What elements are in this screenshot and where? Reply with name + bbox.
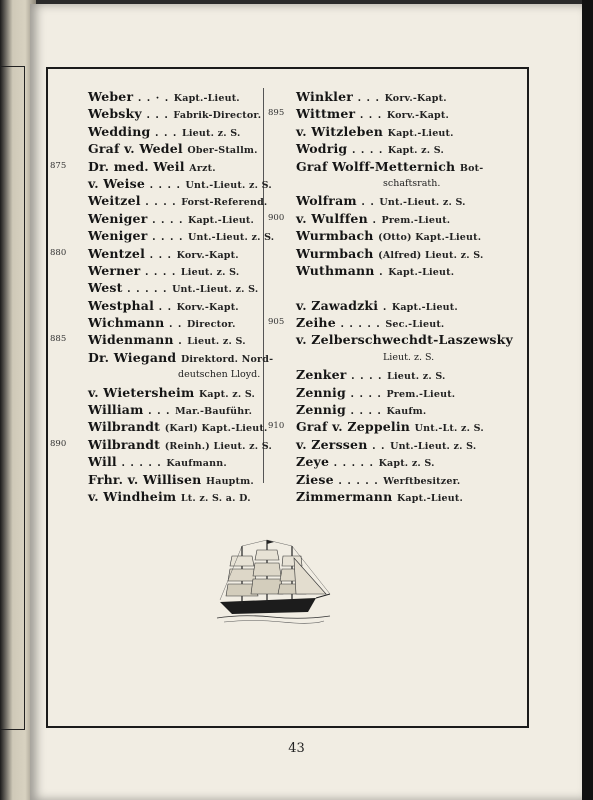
entry-leader-dots: . . . . (351, 145, 384, 157)
entry-title: Kapt.-Lieut. (173, 93, 240, 104)
list-item (50, 262, 260, 279)
entry-title: Unt.-Lieut. z. S. (188, 232, 275, 244)
list-item (268, 158, 526, 175)
list-item (268, 471, 526, 488)
entry-title: Kaufm. (386, 406, 427, 418)
entry-surname: Winkler (296, 89, 354, 104)
entry-surname: Wichmann (88, 315, 165, 331)
entry-leader-dots: . . . (359, 110, 383, 122)
entry-surname: Werner (88, 262, 141, 278)
entry-leader-dots: . (372, 214, 377, 226)
entry-title: Korv.-Kapt. (386, 110, 449, 122)
entry-surname: Graf v. Zeppelin (296, 419, 411, 435)
list-item (50, 314, 260, 331)
list-item (268, 314, 526, 331)
list-item (268, 88, 526, 105)
entry-title: (Otto) Kapt.-Lieut. (378, 232, 482, 244)
list-item (268, 245, 526, 262)
list-item (50, 401, 260, 418)
entry-leader-dots: . . . . (350, 388, 382, 400)
list-item (50, 245, 260, 262)
right-column (268, 88, 526, 505)
entry-title: (Alfred) Lieut. z. S. (378, 249, 484, 261)
entry-surname: Zimmermann (296, 488, 393, 504)
list-item (268, 331, 526, 348)
entry-title: Hauptm. (206, 475, 254, 487)
list-item-continuation (268, 349, 526, 366)
entry-leader-dots: . . . (155, 127, 178, 139)
entry-title: (Karl) Kapt.-Lieut. (164, 423, 268, 435)
entry-title: Arzt. (189, 162, 216, 174)
entry-title: Kapt. z. S. (387, 145, 444, 157)
entry-surname: West (88, 280, 123, 296)
entry-leader-dots: . (379, 266, 384, 278)
list-item (50, 453, 260, 470)
entry-surname: Wittmer (296, 106, 356, 122)
entry-title: Lieut. z. S. (181, 127, 241, 139)
entry-title: Kapt.-Lieut. (387, 127, 454, 139)
list-item (50, 488, 260, 505)
entry-title: Bot- (459, 162, 484, 174)
entry-title: Forst-Referend. (181, 197, 268, 209)
list-item (268, 192, 526, 209)
list-item (268, 384, 526, 401)
entry-surname: Ziese (296, 471, 334, 487)
list-item-continuation (268, 175, 526, 192)
entry-title: Kapt.-Lieut. (391, 301, 458, 313)
entry-surname: Zeye (296, 454, 330, 470)
right-background (582, 0, 593, 800)
entry-surname: Dr. Wiegand (88, 349, 177, 365)
entry-title: Prem.-Lieut. (381, 214, 451, 226)
list-item (268, 227, 526, 244)
entry-surname: Wentzel (88, 245, 146, 261)
list-item (50, 418, 268, 435)
left-page-frame (0, 66, 25, 730)
entry-title: Ober-Stallm. (187, 145, 258, 157)
list-item (50, 210, 260, 227)
list-item (50, 227, 275, 244)
entry-surname: v. Witzleben (296, 123, 384, 139)
list-item (268, 436, 526, 453)
entry-leader-dots: . . · . (137, 93, 170, 104)
list-item (50, 279, 260, 296)
list-item (268, 488, 526, 505)
entry-leader-dots: . . . . (152, 232, 184, 244)
entry-leader-dots: . . . . (152, 214, 184, 226)
list-item (50, 140, 260, 157)
list-item (268, 105, 526, 122)
entry-title-continuation: schaftsrath. (383, 177, 441, 189)
entry-surname: Wilbrandt (88, 436, 161, 452)
list-item (50, 123, 260, 140)
entry-title: Kapt. z. S. (378, 458, 435, 470)
entry-surname: v. Zawadzki (296, 297, 379, 313)
entry-leader-dots: . . (158, 301, 173, 313)
entry-title: Lieut. z. S. (187, 336, 246, 348)
entry-title: Kapt.-Lieut. (188, 214, 255, 226)
entry-surname: Weniger (88, 228, 148, 244)
entry-leader-dots: . . . (149, 249, 173, 261)
entry-surname: Dr. med. Weil (88, 158, 185, 174)
list-item (50, 158, 260, 175)
entry-leader-dots: . . . . . (127, 284, 168, 296)
entry-leader-dots: . (178, 336, 183, 348)
entry-title: Korv.-Kapt. (176, 249, 239, 261)
entry-leader-dots: . . . . (351, 371, 383, 383)
entry-surname: Weniger (88, 210, 148, 226)
entry-leader-dots: . . (361, 197, 375, 209)
entry-leader-dots: . (382, 301, 388, 313)
entry-leader-dots: . . . . . (340, 319, 381, 331)
entry-title: Lt. z. S. a. D. (180, 492, 251, 504)
entry-title: Mar.-Bauführ. (175, 406, 253, 418)
entry-title: Kaufmann. (166, 458, 227, 470)
entry-title: Direktord. Nord- (180, 353, 274, 365)
list-item (50, 105, 260, 122)
entry-title: Unt.-Lieut. z. S. (390, 440, 477, 452)
list-item (268, 453, 526, 470)
list-item (268, 262, 526, 279)
entry-leader-dots: . . . (146, 110, 169, 122)
list-item (50, 349, 274, 366)
entry-surname: Frhr. v. Willisen (88, 471, 202, 487)
list-item (50, 471, 260, 488)
entry-surname: Wodrig (296, 141, 348, 157)
list-item (268, 366, 526, 383)
list-item (50, 88, 260, 105)
entry-leader-dots: . . . . . (338, 475, 379, 487)
entry-surname: Westphal (88, 297, 155, 313)
entry-surname: Weitzel (88, 193, 141, 209)
page-number: 43 (288, 741, 305, 756)
entry-number: 910 (268, 421, 285, 432)
entry-number: 890 (50, 438, 67, 449)
entry-name (88, 488, 251, 507)
entry-leader-dots: . . . . . (333, 458, 374, 470)
entry-leader-dots: . . (168, 319, 183, 331)
entry-title: Director. (186, 319, 236, 331)
left-column (50, 88, 275, 505)
entry-surname: Graf v. Wedel (88, 141, 183, 157)
entry-title: Korv.-Kapt. (176, 301, 239, 313)
entry-title: (Reinh.) Lieut. z. S. (164, 440, 272, 452)
entry-title: Lieut. z. S. (180, 266, 240, 278)
entry-title: Prem.-Lieut. (386, 388, 456, 400)
entry-surname: Widenmann (88, 332, 174, 348)
entry-surname: Zennig (296, 384, 346, 400)
list-item (50, 175, 272, 192)
list-item (50, 331, 260, 348)
entry-title: Kapt.-Lieut. (388, 266, 455, 278)
list-item (268, 401, 526, 418)
entry-name (296, 488, 463, 507)
entry-number: 875 (50, 160, 67, 171)
list-item (268, 123, 526, 140)
entry-leader-dots: . . . . (144, 266, 177, 278)
entry-surname: Graf Wolff-Metternich (296, 158, 456, 174)
list-item (268, 140, 526, 157)
entry-leader-dots: . . . . (145, 197, 177, 209)
entry-surname: Weber (88, 89, 134, 104)
entry-title: Korv.-Kapt. (384, 93, 447, 104)
entry-number: 905 (268, 317, 285, 328)
entry-surname: Zeihe (296, 315, 336, 331)
entry-leader-dots: . . . . (149, 179, 181, 191)
entry-leader-dots: . . . . (350, 406, 382, 418)
entry-title: Werftbesitzer. (383, 475, 461, 487)
entry-leader-dots: . . . . . (121, 458, 162, 470)
entry-surname: v. Zerssen (296, 436, 368, 452)
entry-title: Lieut. z. S. (387, 371, 446, 383)
list-item (50, 384, 260, 401)
entry-title: Unt.-Lieut. z. S. (185, 179, 272, 191)
list-item (268, 297, 526, 314)
entry-surname: v. Weise (88, 175, 146, 191)
entry-title: Sec.-Lieut. (385, 319, 445, 331)
entry-surname: Wilbrandt (88, 419, 161, 435)
entry-surname: Wolfram (296, 193, 357, 209)
entry-surname: Zenker (296, 367, 347, 383)
entry-title: Kapt.-Lieut. (396, 492, 463, 504)
entry-surname: v. Zelberschwechdt-Laszewsky (296, 332, 513, 348)
entry-number: 900 (268, 212, 285, 223)
entry-title: Unt.-Lieut. z. S. (379, 197, 466, 209)
entry-title: Fabrik-Director. (173, 110, 262, 122)
list-item (50, 192, 268, 209)
list-item (50, 436, 272, 453)
entry-surname: Will (88, 454, 117, 470)
entry-surname: Websky (88, 106, 142, 122)
entry-number: 895 (268, 108, 285, 119)
list-item (50, 297, 260, 314)
section-gap (268, 279, 526, 296)
entry-title-continuation: deutschen Lloyd. (178, 369, 261, 381)
list-item-continuation (50, 366, 260, 383)
entry-surname: v. Wietersheim (88, 384, 195, 400)
entry-surname: Wedding (88, 123, 151, 139)
entry-number: 885 (50, 334, 67, 345)
entry-title: Kapt. z. S. (198, 388, 256, 400)
sailing-ship-icon (212, 536, 332, 636)
entry-surname: Zennig (296, 402, 346, 418)
list-item (268, 210, 526, 227)
list-item (268, 418, 526, 435)
entry-surname: Wurmbach (296, 245, 374, 261)
entry-title: Unt.-Lieut. z. S. (172, 284, 259, 296)
entry-title-continuation: Lieut. z. S. (383, 351, 435, 363)
entry-leader-dots: . . . (357, 93, 380, 104)
entry-surname: Wuthmann (296, 262, 375, 278)
entry-title: Unt.-Lt. z. S. (414, 423, 484, 435)
entry-surname: v. Wulffen (296, 210, 368, 226)
entry-leader-dots: . . (372, 440, 386, 452)
entry-leader-dots: . . . (148, 406, 171, 418)
entry-surname: William (88, 402, 144, 418)
entry-surname: v. Windheim (88, 488, 177, 504)
entry-number: 880 (50, 247, 67, 258)
entry-surname: Wurmbach (296, 228, 374, 244)
